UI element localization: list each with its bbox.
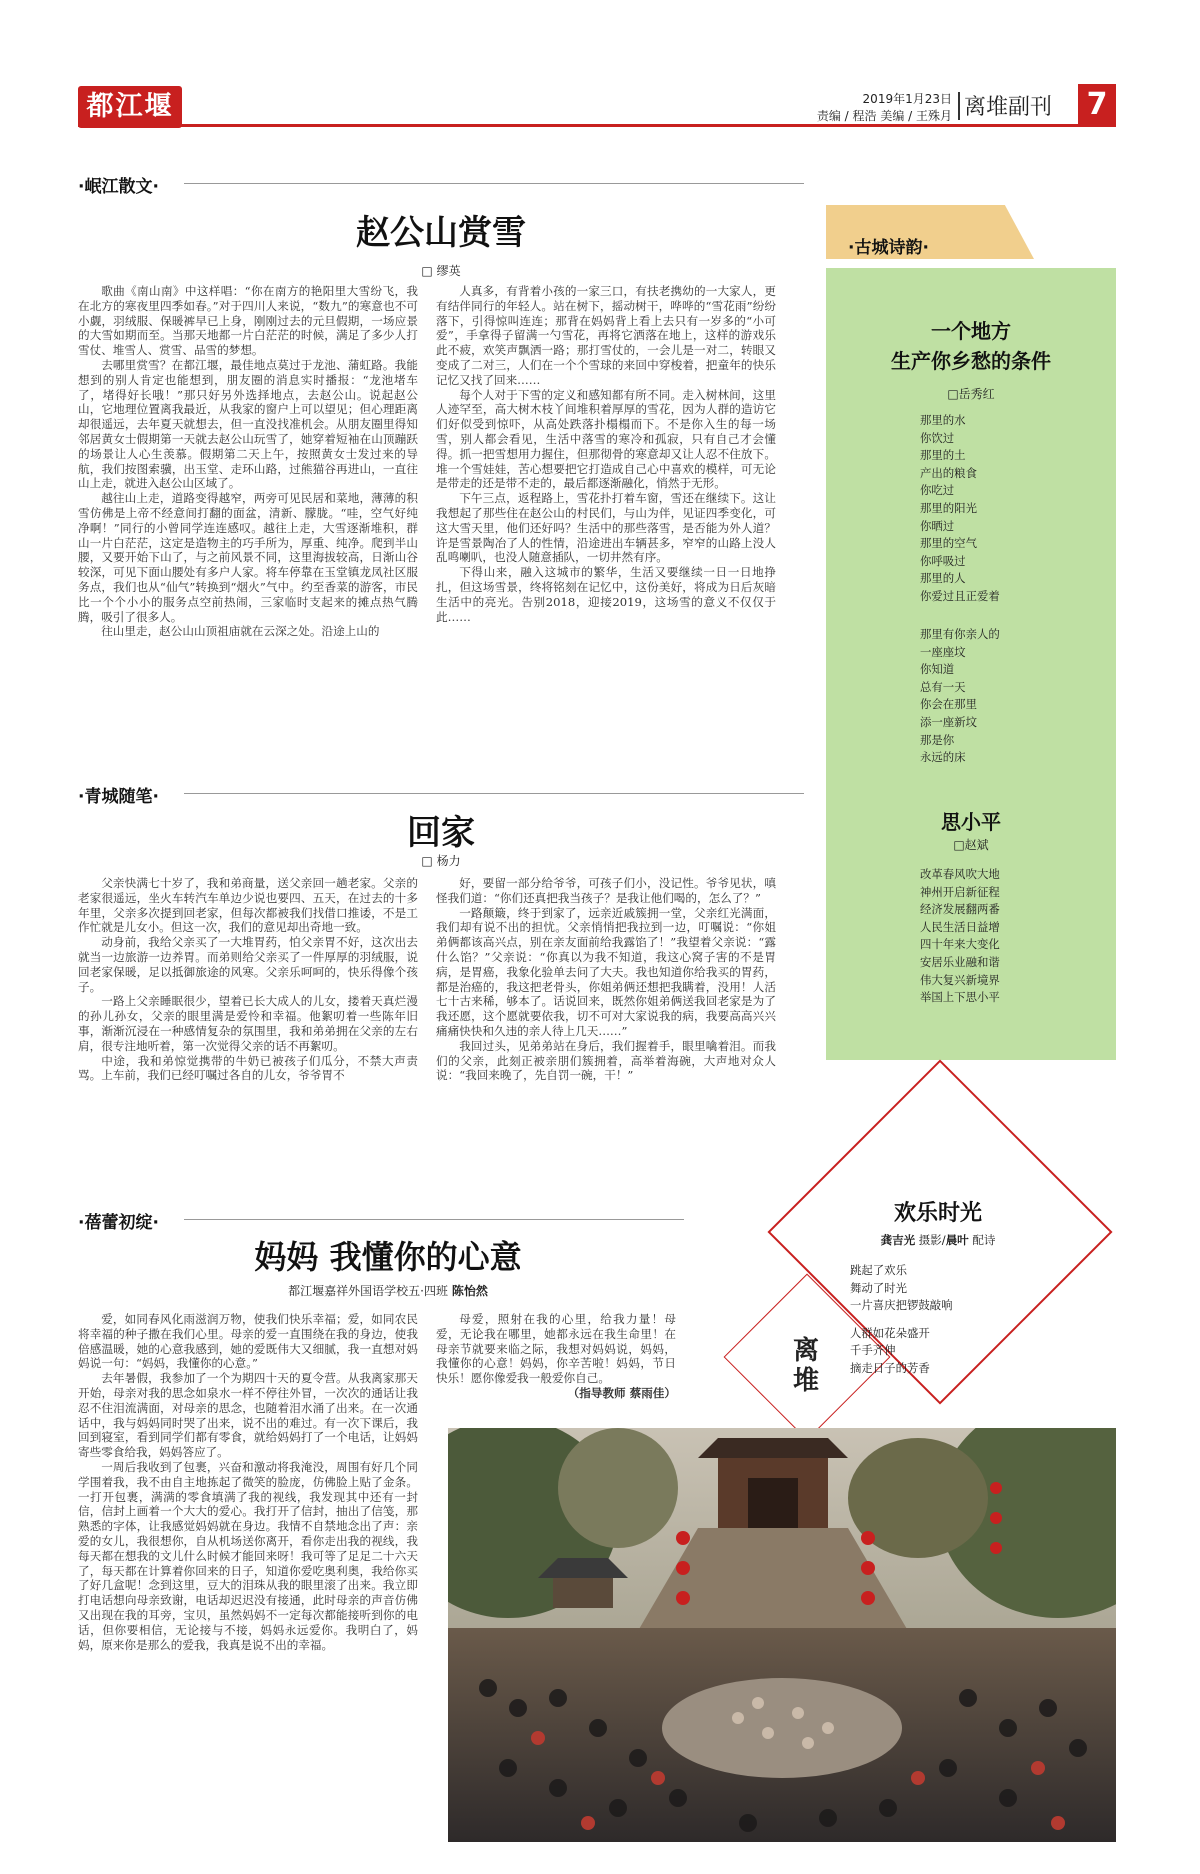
author-name: 陈怡然 — [451, 1284, 488, 1298]
poem-title: 思小平 — [941, 810, 1001, 834]
poem-line: 一座座坟 — [920, 644, 966, 659]
article-byline: □ 缪英 — [421, 264, 461, 278]
poem-author: □赵斌 — [953, 838, 989, 852]
section-rule — [184, 183, 804, 184]
poem-line: 那里的水 — [920, 413, 966, 427]
article-title: 赵公山赏雪 — [356, 213, 526, 253]
poem-line: 改革春风吹大地 — [920, 867, 1000, 881]
poem-line: 一片喜庆把锣鼓敲响 — [850, 1298, 953, 1313]
paragraph: 歌曲《南山南》中这样唱：“你在南方的艳阳里大雪纷飞，我在北方的寒夜里四季如春。”对于四川人来说，“数九”的寒意也不可小觑，羽绒服、保暖裤早已上身，刚刚过去的元旦假期，一场应景的大雪如期而至。当那天地都一片白茫茫的时候，满足了多少人打雪仗、堆雪人、赏雪、品雪的梦想。 — [78, 284, 418, 358]
poem-line: 伟大复兴新境界 — [920, 972, 1000, 987]
poem-line: 那里的阳光 — [920, 500, 977, 515]
poem-line: 永远的床 — [920, 750, 966, 765]
poet-name: 晨叶 — [945, 1233, 969, 1247]
teacher-credit: （指导教师 蔡雨佳） — [567, 1385, 676, 1400]
paragraph: 动身前，我给父亲买了一大堆胃药，怕父亲胃不好，这次出去就当一边旅游一边养胃。而弟则给父亲买了一件厚厚的羽绒服，说回老家保暖，足以抵御旅途的风寒。父亲乐呵呵的，快乐得像个孩子。 — [78, 935, 418, 994]
article-title: 妈妈 我懂你的心意 — [254, 1238, 522, 1276]
poem-line: 那里的人 — [920, 571, 966, 586]
section-name: 离堆副刊 — [964, 95, 1053, 120]
article-column-2 — [436, 284, 776, 732]
section-rule — [184, 793, 804, 794]
poem-line: 你知道 — [920, 662, 955, 677]
poem-line: 四十年来大变化 — [920, 937, 1000, 952]
paragraph: 父亲快满七十岁了，我和弟商量，送父亲回一趟老家。父亲的老家很遥远，坐火车转汽车单边少说也要四、五天，在过去的十多年里，父亲多次提到回老家，但每次都被我们找借口推诿，不是工作忙就是儿女小。但这一次，我们的意见却出奇地一致。 — [78, 876, 418, 935]
poem-line: 你晒过 — [920, 518, 955, 533]
photo-credit — [818, 1232, 1058, 1248]
paragraph: 每个人对于下雪的定义和感知都有所不同。走入树林间，这里人迹罕至，高大树木枝丫间堆积着厚厚的雪花，因为人群的造访它们好似受到惊吓，从高处跌落扑榻榻而下。不是你入生的每一场雪，别人都会看见，生活中落雪的寒冷和孤寂，只有自己才会懂得。抓一把雪想用力握住，但那彻骨的寒意却又让人忍不住放下。堆一个雪娃娃，苦心想要把它打造成自己心中喜欢的模样，可无论是带走的还是带不走的，最后都逐渐融化，悄然于无形。 — [436, 387, 776, 491]
article-column-1 — [78, 284, 418, 732]
poem-line: 添一座新坟 — [920, 714, 977, 729]
festival-crowd-photo — [448, 1428, 1116, 1842]
poem-line: 神州开启新征程 — [920, 884, 1000, 899]
paragraph: 好，要留一部分给爷爷，可孩子们小，没记性。爷爷见状，嗔怪我们道：“你们还真把我当孩子？是我让他们喝的，怎么了？” — [436, 876, 776, 905]
article-column-2 — [436, 1312, 676, 1424]
poem-line: 舞动了时光 — [850, 1280, 907, 1295]
poem-line: 经济发展翻两番 — [920, 902, 1000, 917]
stamp-text: 离堆 — [792, 1336, 819, 1396]
section-label-qingcheng: ·青城随笔· — [78, 787, 159, 807]
article-byline: □ 杨力 — [421, 854, 461, 868]
paragraph: 去哪里赏雪？在都江堰，最佳地点莫过于龙池、蒲虹路。我能想到的别人肯定也能想到，朋友圈的消息实时播报：“龙池堵车了，堵得好长哦！”那只好另外选择地点，去赵公山。说起赵公山，它地理位置离我最近，从我家的窗户上可以望见；但心理距离却很遥远，去年夏天就想去，但一直没找准机会。从朋友圈里得知邻居黄女士假期第一天就去赵公山玩雪了，她穿着短袖在山顶蹦跃的场景让人心生羡慕。假期第二天上午，按照黄女士发过来的导航，我们按图索骥，出玉堂、走环山路，过熊猫谷再进山，一直往山上走，就进入赵公山区域了。 — [78, 357, 418, 491]
poem-line: 跳起了欢乐 — [850, 1263, 907, 1277]
paragraph: 一路颠簸，终于到家了，远亲近戚簇拥一堂，父亲红光满面，我们却有说不出的担忧。父亲悄悄把我拉到一边，叮嘱说：“你姐弟俩都该高兴点，别在亲友面前给我露馅了！”我望着父亲说：“露什么馅？”父亲说：“你真以为我不知道，我这心窝子害的不是胃病，是胃癌，我象化验单去问了大夫。我也知道你给我买的胃药，都是治癌的，我这把老骨头，你姐弟俩还想把我瞒着，没用！人活七十古来稀，够本了。话说回来，既然你姐弟俩送我回老家是为了我还愿，这个愿就要依我，切不可对大家说我的病，我要高高兴兴痛痛快快和久违的亲人待上几天……” — [436, 905, 776, 1038]
paragraph: 我回过头，见弟弟站在身后，我们握着手，眼里噙着泪。而我们的父亲，此刻正被亲朋们簇拥着，高举着海碗，大声地对众人说：“我回来晚了，先自罚一碗，干！” — [436, 1038, 776, 1083]
issue-date: 2019年1月23日 — [862, 92, 952, 106]
poem-line: 你呼吸过 — [920, 553, 966, 568]
poem-line: 千手齐伸 — [850, 1343, 896, 1358]
page-number: 7 — [1078, 84, 1116, 126]
newspaper-logo: 都江堰报 — [78, 86, 182, 128]
poem-line: 举国上下思小平 — [920, 990, 1000, 1005]
poem-line: 你爱过且正爱着 — [920, 588, 1000, 603]
poem-line: 人民生活日益增 — [920, 919, 1000, 934]
section-label-beilei: ·蓓蕾初绽· — [78, 1213, 159, 1233]
paragraph: 去年暑假，我参加了一个为期四十天的夏令营。从我离家那天开始，母亲对我的思念如泉水一样不停往外冒，一次次的通话让我忍不住泪流满面，对母亲的思念，也随着泪水涌了出来。在一次通话中，我与妈妈同时哭了出来，说不出的难过。有一次下课后，我回到寝室，看到同学们都有零食，就给妈妈打了一个电话，让妈妈寄些零食给我，妈妈答应了。 — [78, 1371, 418, 1460]
poem-line: 你会在那里 — [920, 697, 977, 712]
poem-line: 摘走日子的芳香 — [850, 1360, 930, 1375]
poem-line: 总有一天 — [920, 679, 966, 694]
poem-author: □岳秀红 — [947, 387, 995, 401]
poem-line: 你吃过 — [920, 483, 955, 498]
photo-block-title: 欢乐时光 — [893, 1200, 982, 1226]
article-column-1 — [78, 1312, 418, 1842]
poem-title: 生产你乡愁的条件 — [891, 349, 1051, 373]
paragraph: 一周后我收到了包裹，兴奋和激动将我淹没，周围有好几个同学围着我，我不由自主地拣起了微笑的脸庞，仿佛脸上贴了金条。一打开包裹，满满的零食填满了我的视线，我发现其中还有一封信，信封上画着一个大大的爱心。我打开了信封，抽出了信笺，那熟悉的字体，让我感觉妈妈就在身边。我情不自禁地念出了声：亲爱的女儿，我很想你，自从机场送你离开，看你走出我的视线，我每天都在想我的文儿什么时候才能回来呀！我可等了足足二十六天了，每天都在计算着你回来的日子，知道你爱吃奥利奥，我给你买了好几盒呢！念到这里，豆大的泪珠从我的眼里滚了出来。我立即打电话想向母亲致谢，电话却迟迟没有接通，此时母亲的声音仿佛又出现在我的耳旁，宝贝，虽然妈妈不一定每次都能接听到你的电话，但你要相信，无论接与不接，妈妈永远爱你。我明白了，妈妈，原来你是那么的爱我，我真是说不出的幸福。 — [78, 1459, 418, 1652]
editors: 责编 / 程浩 美编 / 王殊月 — [816, 109, 952, 123]
poem-line: 产出的粮食 — [920, 465, 977, 480]
credit-label: 配诗 — [968, 1233, 996, 1247]
poem-line: 人群如花朵盛开 — [850, 1325, 930, 1340]
poem-line: 你饮过 — [920, 430, 955, 445]
paragraph: 一路上父亲睡眠很少，望着已长大成人的儿女，搂着天真烂漫的孙儿孙女，父亲的眼里满是爱怜和幸福。他絮叨着一些陈年旧事，渐渐沉浸在一种感情复杂的氛围里，我和弟弟拥在父亲的左右肩，很专注地听着，第一次觉得父亲的话不再絮叨。 — [78, 994, 418, 1053]
crowd-photo-illustration — [448, 1428, 1116, 1842]
article-column-2 — [436, 876, 776, 1170]
poem-line: 那里的土 — [920, 448, 966, 463]
photographer-name: 龚吉光 — [880, 1233, 916, 1247]
section-label-gucheng: ·古城诗韵· — [848, 238, 929, 258]
poem-line: 安居乐业融和谐 — [920, 954, 1000, 969]
article-byline — [78, 1282, 698, 1299]
poem-stanza — [920, 412, 1110, 606]
paragraph: 爱，如同春风化雨滋润万物，使我们快乐幸福；爱，如同农民将幸福的种子撒在我们心里。母亲的爱一直围绕在我的身边，使我倍感温暖，她的心意我感到，她的爱既伟大又细腻，我一直想对妈妈说一句：“妈妈，我懂你的心意。” — [78, 1312, 418, 1371]
header-divider — [958, 92, 960, 120]
article-column-1 — [78, 876, 418, 1170]
paragraph: 母爱，照射在我的心里，给我力量！母爱，无论我在哪里，她都永远在我生命里！在母亲节就要来临之际，我想对妈妈说，妈妈，我懂你的心意！妈妈，你辛苦啦！妈妈，节日快乐！愿你像爱我一般爱你自己。 — [436, 1312, 676, 1386]
poem-line: 那里有你亲人的 — [920, 627, 1000, 641]
credit-label: 摄影/ — [915, 1233, 946, 1247]
poem-title: 一个地方 — [931, 319, 1011, 343]
poem-stanza — [920, 866, 1110, 1007]
photo-poem — [850, 1262, 1050, 1378]
masthead-rule — [78, 124, 1116, 127]
paragraph: 中途，我和弟惊觉携带的牛奶已被孩子们瓜分，不禁大声责骂。上车前，我们已经叮嘱过各自的儿女，爷爷胃不 — [78, 1053, 418, 1083]
paragraph: 下得山来，融入这城市的繁华，生活又要继续一日一日地挣扎，但这场雪景，终将铭刻在记忆中，这份美好，将成为日后灰暗生活中的亮光。告别2018，迎接2019，这场雪的意义不仅仅于此…… — [436, 565, 776, 624]
poem-stanza — [920, 626, 1110, 767]
paragraph: 下午三点，返程路上，雪花扑打着车窗，雪还在继续下。这让我想起了那些住在赵公山的村民们，与山为伴，见证四季变化，可这大雪天里，他们还好吗？生活中的那些落雪，是否能为外人道？许是雪景陶冶了人的性情，沿途进出车辆甚多，窄窄的山路上没人乱鸣喇叭，也没人随意插队，一切井然有序。 — [436, 491, 776, 565]
paragraph: 越往山上走，道路变得越窄，两旁可见民居和菜地，薄薄的积雪仿佛是上帝不经意间打翻的面盆，清新、朦胧。“哇，空气好纯净啊！”同行的小曾同学连连感叹。越往上走，大雪逐渐堆积，群山一片白茫茫，这定是造物主的巧手所为，厚重、纯净。爬到半山腰，又要开始下山了，与之前风景不同，这里海拔较高，日渐山谷较深，可见下面山腰处有多户人家。将车停靠在玉堂镇龙凤社区服务点，我们也从“仙气”转换到“烟火”气中。约至香菜的游客，市民比一个个小小的服务点空前热闹，三家临时支起来的摊点热气腾腾，吸引了很多人。 — [78, 491, 418, 624]
section-rule — [184, 1219, 684, 1220]
section-label-minjiang: ·岷江散文· — [78, 177, 159, 197]
paragraph: 人真多，有背着小孩的一家三口，有扶老携幼的一大家人，更有结伴同行的年轻人。站在树下，摇动树干，哗哗的“雪花雨”纷纷落下，引得惊叫连连；那背在妈妈背上看上去只有一岁多的“小可爱”，手拿得子留满一勺雪花，再将它洒落在地上，这样的游戏乐此不疲，欢笑声飘洒一路；那打雪仗的，一会儿是一对二，转眼又变成了二对三，人们在一个个雪球的来回中穿梭着，把童年的快乐记忆又找了回来…… — [436, 284, 776, 387]
article-title: 回家 — [407, 813, 475, 853]
school-class: 都江堰嘉祥外国语学校五·四班 — [288, 1284, 448, 1298]
poem-line: 那是你 — [920, 732, 955, 747]
paragraph: 往山里走，赵公山山顶祖庙就在云深之处。沿途上山的 — [101, 624, 380, 639]
poem-line: 那里的空气 — [920, 536, 977, 551]
